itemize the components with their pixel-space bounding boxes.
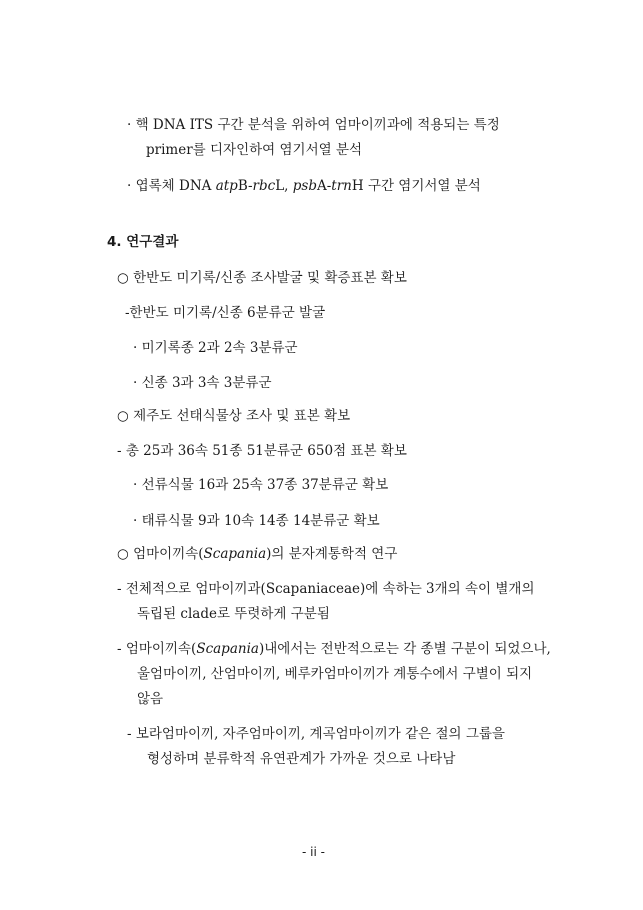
item-jeju-total: - 총 25과 36속 51종 51분류군 650점 표본 확보 — [117, 443, 407, 459]
gene-psb: psb — [292, 178, 317, 194]
item-liverworts: · 태류식물 9과 10속 14종 14분류군 확보 — [133, 513, 380, 529]
gene-trn-suffix: H 구간 염기서열 분석 — [351, 178, 481, 194]
result2-prefix: - 엄마이끼속( — [117, 641, 197, 657]
result2-line2: 울엄마이끼, 산엄마이끼, 베루카엄마이끼가 계통수에서 구별이 되지 — [137, 666, 533, 682]
page-number: - ii - — [302, 845, 325, 859]
result3-line1: - 보라엄마이끼, 자주엄마이끼, 계곡엄마이끼가 같은 절의 그룹을 — [127, 726, 505, 742]
gene-psb-suffix: A- — [316, 178, 332, 194]
item-new-species: · 신종 3과 3속 3분류군 — [133, 375, 272, 391]
gene-rbc: rbc — [252, 178, 276, 194]
scapania-heading-genus: Scapania — [203, 546, 267, 562]
gene-atp-suffix: B- — [237, 178, 253, 194]
item-korea-new-records: ○ 한반도 미기록/신종 조사발굴 및 확증표본 확보 — [117, 270, 407, 286]
bullet-its-line2: primer를 디자인하여 염기서열 분석 — [146, 142, 363, 158]
section-heading: 4. 연구결과 — [107, 234, 179, 250]
scapania-heading-prefix: ○ 엄마이끼속( — [117, 546, 204, 562]
gene-rbc-suffix: L, — [275, 178, 293, 194]
result2-line1 — [117, 640, 551, 658]
bullet-chloroplast-prefix: · 엽록체 DNA — [127, 178, 216, 194]
item-mosses: · 선류식물 16과 25속 37종 37분류군 확보 — [133, 477, 389, 493]
item-jeju-survey: ○ 제주도 선태식물상 조사 및 표본 확보 — [117, 408, 351, 424]
scapania-heading-suffix: )의 분자계통학적 연구 — [266, 546, 398, 562]
gene-atp: atp — [215, 178, 238, 194]
bullet-its-line1: · 핵 DNA ITS 구간 분석을 위하여 엄마이끼과에 적용되는 특정 — [127, 117, 500, 133]
gene-trn: trn — [331, 178, 352, 194]
result2-suffix: )내에서는 전반적으로는 각 종별 구분이 되었으나, — [258, 641, 551, 657]
bullet-chloroplast — [127, 177, 481, 195]
item-unrecorded-species: · 미기록종 2과 2속 3분류군 — [133, 340, 298, 356]
result3-line2: 형성하며 분류학적 유연관계가 가까운 것으로 나타남 — [147, 751, 456, 767]
item-scapania-study — [117, 545, 397, 563]
item-korea-taxa: -한반도 미기록/신종 6분류군 발굴 — [125, 305, 326, 321]
result2-line3: 않음 — [137, 691, 164, 707]
result1-line2: 독립된 clade로 뚜렷하게 구분됨 — [137, 606, 330, 622]
result2-genus: Scapania — [196, 641, 259, 657]
result1-line1: - 전체적으로 엄마이끼과(Scapaniaceae)에 속하는 3개의 속이 별개의 — [117, 581, 535, 597]
